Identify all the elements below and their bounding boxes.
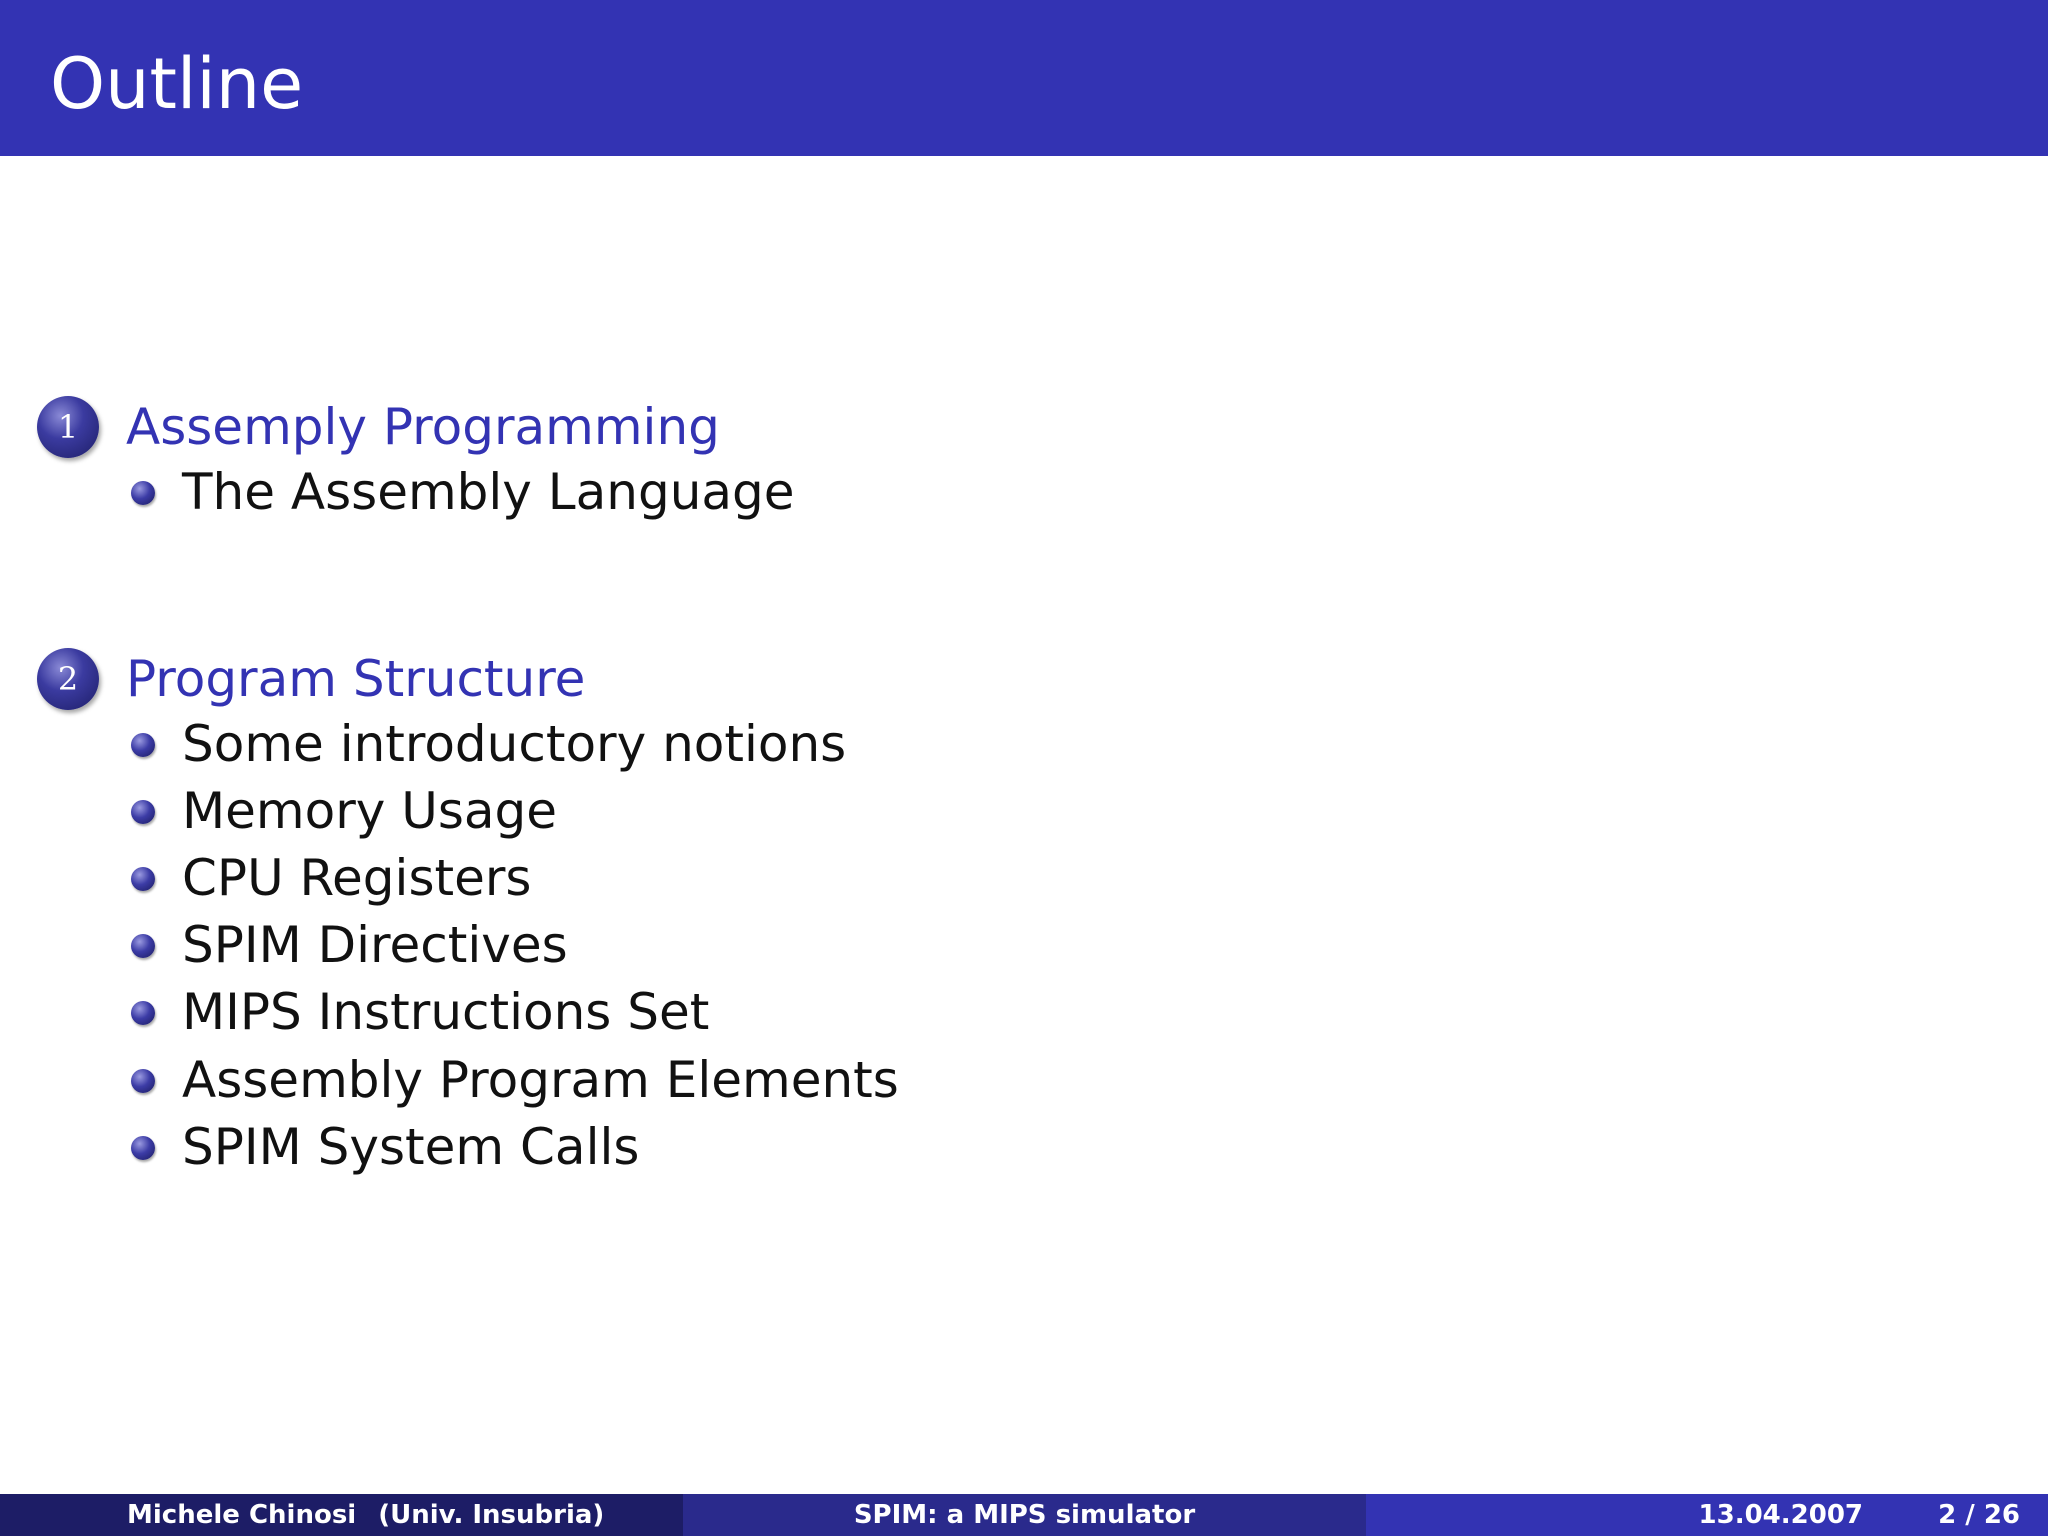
toc-section-title[interactable]: Program Structure xyxy=(126,650,586,708)
frame-header xyxy=(0,0,2048,156)
ball-bullet-icon xyxy=(131,1069,155,1093)
toc-subsection-label[interactable]: The Assembly Language xyxy=(182,463,795,521)
ball-bullet-icon xyxy=(131,867,155,891)
ball-bullet-icon xyxy=(131,800,155,824)
toc-subsection-label[interactable]: CPU Registers xyxy=(182,849,532,907)
toc-subsection-label[interactable]: SPIM System Calls xyxy=(182,1118,640,1176)
toc-subsection-label[interactable]: Memory Usage xyxy=(182,782,558,840)
ball-bullet-icon xyxy=(131,1001,155,1025)
footline-author xyxy=(127,1494,604,1536)
toc-subsection-label[interactable]: SPIM Directives xyxy=(182,916,568,974)
toc-subsection-label[interactable]: Some introductory notions xyxy=(182,715,847,773)
numbered-ball-icon: 1 xyxy=(37,396,99,458)
ball-bullet-icon xyxy=(131,481,155,505)
numbered-ball-icon: 2 xyxy=(37,648,99,710)
toc-subsection-label[interactable]: Assembly Program Elements xyxy=(182,1051,899,1109)
ball-bullet-icon xyxy=(131,1136,155,1160)
footline-date: 13.04.2007 xyxy=(1698,1500,1863,1530)
toc-section-title[interactable]: Assemply Programming xyxy=(126,398,720,456)
footline-date-box xyxy=(1366,1494,2048,1536)
ball-bullet-icon xyxy=(131,934,155,958)
footline-title-box xyxy=(683,1494,1366,1536)
author-name: Michele Chinosi xyxy=(127,1500,357,1530)
author-affiliation: (Univ. Insubria) xyxy=(378,1500,605,1530)
toc-subsection-label[interactable]: MIPS Instructions Set xyxy=(182,983,710,1041)
ball-bullet-icon xyxy=(131,733,155,757)
footline-title: SPIM: a MIPS simulator xyxy=(853,1500,1196,1530)
footline xyxy=(0,1494,2048,1536)
footline-author-box xyxy=(0,1494,683,1536)
frame-title: Outline xyxy=(50,43,304,125)
page-counter: 2 / 26 xyxy=(1938,1500,2020,1530)
